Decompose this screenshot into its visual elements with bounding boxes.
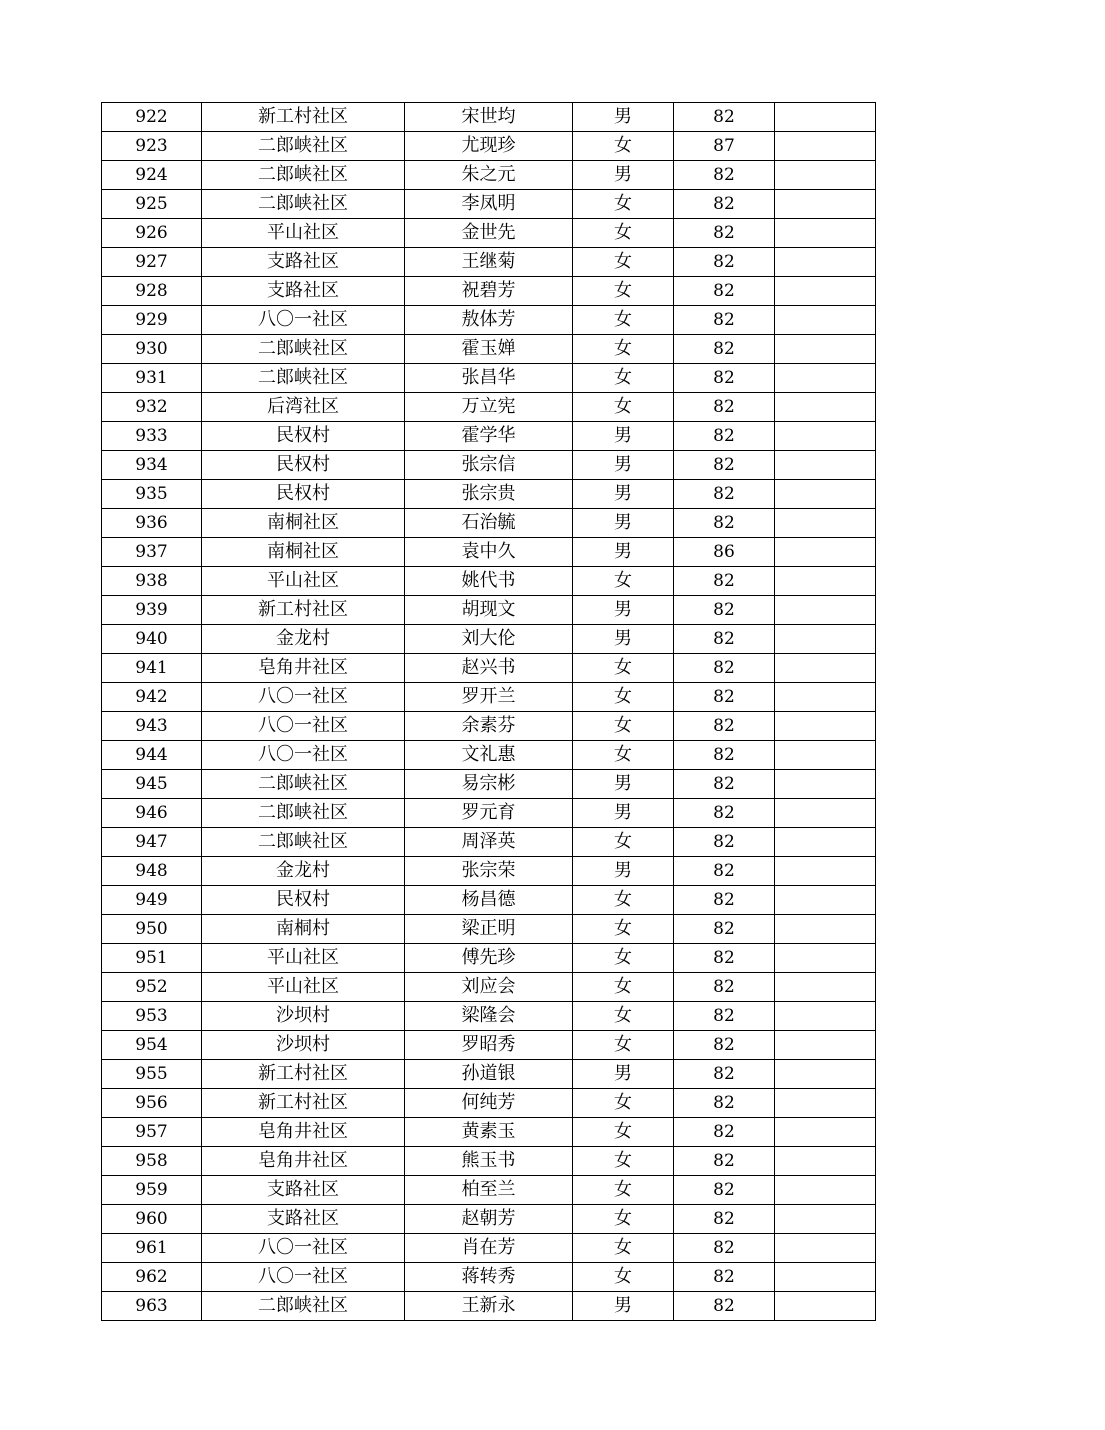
remark-cell bbox=[775, 944, 876, 973]
community-cell: 南桐村 bbox=[202, 915, 405, 944]
gender-cell: 女 bbox=[573, 567, 674, 596]
row-number-cell: 950 bbox=[102, 915, 202, 944]
community-cell: 二郎峡社区 bbox=[202, 364, 405, 393]
community-cell: 沙坝村 bbox=[202, 1031, 405, 1060]
name-cell: 何纯芳 bbox=[405, 1089, 573, 1118]
remark-cell bbox=[775, 1031, 876, 1060]
row-number-cell: 939 bbox=[102, 596, 202, 625]
community-cell: 后湾社区 bbox=[202, 393, 405, 422]
row-number-cell: 926 bbox=[102, 219, 202, 248]
remark-cell bbox=[775, 625, 876, 654]
row-number-cell: 949 bbox=[102, 886, 202, 915]
name-cell: 熊玉书 bbox=[405, 1147, 573, 1176]
gender-cell: 女 bbox=[573, 248, 674, 277]
remark-cell bbox=[775, 364, 876, 393]
community-cell: 二郎峡社区 bbox=[202, 190, 405, 219]
table-row bbox=[102, 1060, 876, 1089]
gender-cell: 男 bbox=[573, 596, 674, 625]
age-cell: 82 bbox=[674, 1263, 775, 1292]
name-cell: 王新永 bbox=[405, 1292, 573, 1321]
remark-cell bbox=[775, 1292, 876, 1321]
name-cell: 孙道银 bbox=[405, 1060, 573, 1089]
gender-cell: 女 bbox=[573, 915, 674, 944]
age-cell: 82 bbox=[674, 364, 775, 393]
name-cell: 罗开兰 bbox=[405, 683, 573, 712]
age-cell: 82 bbox=[674, 1089, 775, 1118]
table-row bbox=[102, 509, 876, 538]
row-number-cell: 952 bbox=[102, 973, 202, 1002]
row-number-cell: 951 bbox=[102, 944, 202, 973]
community-cell: 新工村社区 bbox=[202, 1089, 405, 1118]
community-cell: 皂角井社区 bbox=[202, 654, 405, 683]
gender-cell: 女 bbox=[573, 190, 674, 219]
row-number-cell: 954 bbox=[102, 1031, 202, 1060]
remark-cell bbox=[775, 248, 876, 277]
age-cell: 82 bbox=[674, 161, 775, 190]
remark-cell bbox=[775, 712, 876, 741]
age-cell: 82 bbox=[674, 248, 775, 277]
name-cell: 张宗荣 bbox=[405, 857, 573, 886]
table-row bbox=[102, 944, 876, 973]
row-number-cell: 934 bbox=[102, 451, 202, 480]
remark-cell bbox=[775, 1234, 876, 1263]
gender-cell: 女 bbox=[573, 393, 674, 422]
table-row bbox=[102, 654, 876, 683]
row-number-cell: 943 bbox=[102, 712, 202, 741]
table-row bbox=[102, 1002, 876, 1031]
remark-cell bbox=[775, 1060, 876, 1089]
community-cell: 二郎峡社区 bbox=[202, 335, 405, 364]
age-cell: 82 bbox=[674, 828, 775, 857]
remark-cell bbox=[775, 1118, 876, 1147]
name-cell: 易宗彬 bbox=[405, 770, 573, 799]
name-cell: 梁隆会 bbox=[405, 1002, 573, 1031]
name-cell: 尤现珍 bbox=[405, 132, 573, 161]
row-number-cell: 932 bbox=[102, 393, 202, 422]
gender-cell: 女 bbox=[573, 1205, 674, 1234]
age-cell: 82 bbox=[674, 1147, 775, 1176]
community-cell: 支路社区 bbox=[202, 1176, 405, 1205]
gender-cell: 男 bbox=[573, 857, 674, 886]
community-cell: 新工村社区 bbox=[202, 103, 405, 132]
community-cell: 皂角井社区 bbox=[202, 1118, 405, 1147]
community-cell: 金龙村 bbox=[202, 857, 405, 886]
name-cell: 刘应会 bbox=[405, 973, 573, 1002]
table-row bbox=[102, 1263, 876, 1292]
table-row bbox=[102, 1176, 876, 1205]
gender-cell: 女 bbox=[573, 335, 674, 364]
age-cell: 82 bbox=[674, 857, 775, 886]
table-row bbox=[102, 480, 876, 509]
age-cell: 82 bbox=[674, 770, 775, 799]
table-row bbox=[102, 277, 876, 306]
table-row bbox=[102, 625, 876, 654]
table-row bbox=[102, 1147, 876, 1176]
name-cell: 张宗信 bbox=[405, 451, 573, 480]
name-cell: 姚代书 bbox=[405, 567, 573, 596]
table-row bbox=[102, 1205, 876, 1234]
row-number-cell: 935 bbox=[102, 480, 202, 509]
gender-cell: 女 bbox=[573, 1031, 674, 1060]
community-cell: 二郎峡社区 bbox=[202, 1292, 405, 1321]
table-row bbox=[102, 712, 876, 741]
row-number-cell: 945 bbox=[102, 770, 202, 799]
age-cell: 82 bbox=[674, 625, 775, 654]
age-cell: 82 bbox=[674, 741, 775, 770]
row-number-cell: 936 bbox=[102, 509, 202, 538]
community-cell: 平山社区 bbox=[202, 567, 405, 596]
remark-cell bbox=[775, 857, 876, 886]
row-number-cell: 930 bbox=[102, 335, 202, 364]
table-row bbox=[102, 596, 876, 625]
table-row bbox=[102, 219, 876, 248]
age-cell: 87 bbox=[674, 132, 775, 161]
row-number-cell: 942 bbox=[102, 683, 202, 712]
remark-cell bbox=[775, 480, 876, 509]
community-cell: 支路社区 bbox=[202, 1205, 405, 1234]
age-cell: 82 bbox=[674, 915, 775, 944]
remark-cell bbox=[775, 915, 876, 944]
row-number-cell: 962 bbox=[102, 1263, 202, 1292]
remark-cell bbox=[775, 741, 876, 770]
row-number-cell: 922 bbox=[102, 103, 202, 132]
table-row bbox=[102, 538, 876, 567]
name-cell: 傅先珍 bbox=[405, 944, 573, 973]
gender-cell: 女 bbox=[573, 132, 674, 161]
remark-cell bbox=[775, 770, 876, 799]
table-row bbox=[102, 915, 876, 944]
name-cell: 金世先 bbox=[405, 219, 573, 248]
table-row bbox=[102, 828, 876, 857]
age-cell: 82 bbox=[674, 1176, 775, 1205]
name-cell: 石治毓 bbox=[405, 509, 573, 538]
name-cell: 万立宪 bbox=[405, 393, 573, 422]
remark-cell bbox=[775, 277, 876, 306]
remark-cell bbox=[775, 103, 876, 132]
remark-cell bbox=[775, 451, 876, 480]
remark-cell bbox=[775, 1147, 876, 1176]
row-number-cell: 946 bbox=[102, 799, 202, 828]
community-cell: 平山社区 bbox=[202, 973, 405, 1002]
row-number-cell: 953 bbox=[102, 1002, 202, 1031]
remark-cell bbox=[775, 509, 876, 538]
remark-cell bbox=[775, 654, 876, 683]
community-cell: 支路社区 bbox=[202, 248, 405, 277]
age-cell: 82 bbox=[674, 1031, 775, 1060]
table-row bbox=[102, 1089, 876, 1118]
row-number-cell: 937 bbox=[102, 538, 202, 567]
community-cell: 二郎峡社区 bbox=[202, 770, 405, 799]
table-row bbox=[102, 1118, 876, 1147]
remark-cell bbox=[775, 538, 876, 567]
row-number-cell: 963 bbox=[102, 1292, 202, 1321]
row-number-cell: 956 bbox=[102, 1089, 202, 1118]
row-number-cell: 933 bbox=[102, 422, 202, 451]
remark-cell bbox=[775, 393, 876, 422]
roster-table bbox=[101, 102, 876, 1321]
community-cell: 金龙村 bbox=[202, 625, 405, 654]
community-cell: 二郎峡社区 bbox=[202, 132, 405, 161]
gender-cell: 女 bbox=[573, 219, 674, 248]
age-cell: 82 bbox=[674, 654, 775, 683]
gender-cell: 男 bbox=[573, 422, 674, 451]
gender-cell: 男 bbox=[573, 625, 674, 654]
remark-cell bbox=[775, 799, 876, 828]
age-cell: 82 bbox=[674, 683, 775, 712]
name-cell: 宋世均 bbox=[405, 103, 573, 132]
name-cell: 肖在芳 bbox=[405, 1234, 573, 1263]
gender-cell: 男 bbox=[573, 161, 674, 190]
remark-cell bbox=[775, 973, 876, 1002]
gender-cell: 男 bbox=[573, 538, 674, 567]
row-number-cell: 957 bbox=[102, 1118, 202, 1147]
table-row bbox=[102, 103, 876, 132]
gender-cell: 男 bbox=[573, 799, 674, 828]
community-cell: 八〇一社区 bbox=[202, 1263, 405, 1292]
community-cell: 八〇一社区 bbox=[202, 741, 405, 770]
gender-cell: 男 bbox=[573, 770, 674, 799]
row-number-cell: 923 bbox=[102, 132, 202, 161]
age-cell: 82 bbox=[674, 335, 775, 364]
table-row bbox=[102, 857, 876, 886]
age-cell: 82 bbox=[674, 973, 775, 1002]
table-row bbox=[102, 799, 876, 828]
community-cell: 南桐社区 bbox=[202, 538, 405, 567]
row-number-cell: 958 bbox=[102, 1147, 202, 1176]
table-row bbox=[102, 1234, 876, 1263]
gender-cell: 男 bbox=[573, 480, 674, 509]
name-cell: 余素芬 bbox=[405, 712, 573, 741]
name-cell: 袁中久 bbox=[405, 538, 573, 567]
name-cell: 杨昌德 bbox=[405, 886, 573, 915]
community-cell: 平山社区 bbox=[202, 944, 405, 973]
age-cell: 82 bbox=[674, 190, 775, 219]
name-cell: 罗元育 bbox=[405, 799, 573, 828]
gender-cell: 女 bbox=[573, 1147, 674, 1176]
gender-cell: 女 bbox=[573, 277, 674, 306]
remark-cell bbox=[775, 132, 876, 161]
remark-cell bbox=[775, 1176, 876, 1205]
age-cell: 82 bbox=[674, 451, 775, 480]
table-row bbox=[102, 190, 876, 219]
community-cell: 二郎峡社区 bbox=[202, 799, 405, 828]
remark-cell bbox=[775, 1205, 876, 1234]
table-row bbox=[102, 567, 876, 596]
name-cell: 蒋转秀 bbox=[405, 1263, 573, 1292]
gender-cell: 女 bbox=[573, 1002, 674, 1031]
remark-cell bbox=[775, 886, 876, 915]
table-row bbox=[102, 1292, 876, 1321]
name-cell: 王继菊 bbox=[405, 248, 573, 277]
row-number-cell: 960 bbox=[102, 1205, 202, 1234]
age-cell: 82 bbox=[674, 306, 775, 335]
remark-cell bbox=[775, 828, 876, 857]
table-row bbox=[102, 886, 876, 915]
gender-cell: 女 bbox=[573, 306, 674, 335]
age-cell: 82 bbox=[674, 1060, 775, 1089]
name-cell: 张昌华 bbox=[405, 364, 573, 393]
row-number-cell: 955 bbox=[102, 1060, 202, 1089]
community-cell: 皂角井社区 bbox=[202, 1147, 405, 1176]
remark-cell bbox=[775, 335, 876, 364]
remark-cell bbox=[775, 190, 876, 219]
name-cell: 刘大伦 bbox=[405, 625, 573, 654]
table-row bbox=[102, 741, 876, 770]
age-cell: 82 bbox=[674, 1002, 775, 1031]
age-cell: 82 bbox=[674, 886, 775, 915]
community-cell: 南桐社区 bbox=[202, 509, 405, 538]
name-cell: 柏至兰 bbox=[405, 1176, 573, 1205]
gender-cell: 男 bbox=[573, 1292, 674, 1321]
gender-cell: 女 bbox=[573, 973, 674, 1002]
remark-cell bbox=[775, 567, 876, 596]
table-row bbox=[102, 770, 876, 799]
remark-cell bbox=[775, 1263, 876, 1292]
row-number-cell: 925 bbox=[102, 190, 202, 219]
community-cell: 沙坝村 bbox=[202, 1002, 405, 1031]
age-cell: 82 bbox=[674, 596, 775, 625]
community-cell: 民权村 bbox=[202, 451, 405, 480]
row-number-cell: 929 bbox=[102, 306, 202, 335]
gender-cell: 女 bbox=[573, 886, 674, 915]
remark-cell bbox=[775, 1089, 876, 1118]
row-number-cell: 940 bbox=[102, 625, 202, 654]
community-cell: 新工村社区 bbox=[202, 1060, 405, 1089]
name-cell: 梁正明 bbox=[405, 915, 573, 944]
table-row bbox=[102, 1031, 876, 1060]
remark-cell bbox=[775, 683, 876, 712]
community-cell: 八〇一社区 bbox=[202, 1234, 405, 1263]
name-cell: 文礼惠 bbox=[405, 741, 573, 770]
name-cell: 朱之元 bbox=[405, 161, 573, 190]
gender-cell: 男 bbox=[573, 451, 674, 480]
row-number-cell: 938 bbox=[102, 567, 202, 596]
age-cell: 82 bbox=[674, 799, 775, 828]
table-row bbox=[102, 306, 876, 335]
table-row bbox=[102, 451, 876, 480]
gender-cell: 男 bbox=[573, 509, 674, 538]
table-row bbox=[102, 248, 876, 277]
age-cell: 82 bbox=[674, 1205, 775, 1234]
row-number-cell: 928 bbox=[102, 277, 202, 306]
name-cell: 李凤明 bbox=[405, 190, 573, 219]
name-cell: 赵朝芳 bbox=[405, 1205, 573, 1234]
table-row bbox=[102, 161, 876, 190]
name-cell: 黄素玉 bbox=[405, 1118, 573, 1147]
gender-cell: 女 bbox=[573, 364, 674, 393]
community-cell: 民权村 bbox=[202, 480, 405, 509]
gender-cell: 女 bbox=[573, 1263, 674, 1292]
row-number-cell: 959 bbox=[102, 1176, 202, 1205]
name-cell: 周泽英 bbox=[405, 828, 573, 857]
row-number-cell: 941 bbox=[102, 654, 202, 683]
table-row bbox=[102, 683, 876, 712]
row-number-cell: 927 bbox=[102, 248, 202, 277]
community-cell: 二郎峡社区 bbox=[202, 828, 405, 857]
row-number-cell: 947 bbox=[102, 828, 202, 857]
gender-cell: 女 bbox=[573, 741, 674, 770]
row-number-cell: 961 bbox=[102, 1234, 202, 1263]
name-cell: 敖体芳 bbox=[405, 306, 573, 335]
gender-cell: 女 bbox=[573, 1089, 674, 1118]
community-cell: 八〇一社区 bbox=[202, 306, 405, 335]
table-row bbox=[102, 973, 876, 1002]
age-cell: 82 bbox=[674, 277, 775, 306]
roster-table-body bbox=[102, 103, 876, 1321]
gender-cell: 女 bbox=[573, 683, 674, 712]
gender-cell: 女 bbox=[573, 944, 674, 973]
name-cell: 霍玉婵 bbox=[405, 335, 573, 364]
age-cell: 82 bbox=[674, 712, 775, 741]
community-cell: 支路社区 bbox=[202, 277, 405, 306]
age-cell: 82 bbox=[674, 393, 775, 422]
gender-cell: 女 bbox=[573, 1118, 674, 1147]
table-row bbox=[102, 422, 876, 451]
remark-cell bbox=[775, 1002, 876, 1031]
age-cell: 82 bbox=[674, 1292, 775, 1321]
name-cell: 祝碧芳 bbox=[405, 277, 573, 306]
age-cell: 82 bbox=[674, 1234, 775, 1263]
name-cell: 罗昭秀 bbox=[405, 1031, 573, 1060]
name-cell: 赵兴书 bbox=[405, 654, 573, 683]
table-row bbox=[102, 132, 876, 161]
age-cell: 82 bbox=[674, 422, 775, 451]
gender-cell: 女 bbox=[573, 828, 674, 857]
age-cell: 82 bbox=[674, 509, 775, 538]
community-cell: 平山社区 bbox=[202, 219, 405, 248]
row-number-cell: 948 bbox=[102, 857, 202, 886]
gender-cell: 男 bbox=[573, 103, 674, 132]
remark-cell bbox=[775, 161, 876, 190]
community-cell: 民权村 bbox=[202, 886, 405, 915]
age-cell: 82 bbox=[674, 103, 775, 132]
age-cell: 82 bbox=[674, 1118, 775, 1147]
age-cell: 82 bbox=[674, 480, 775, 509]
age-cell: 86 bbox=[674, 538, 775, 567]
table-row bbox=[102, 364, 876, 393]
gender-cell: 男 bbox=[573, 1060, 674, 1089]
community-cell: 八〇一社区 bbox=[202, 683, 405, 712]
name-cell: 霍学华 bbox=[405, 422, 573, 451]
community-cell: 民权村 bbox=[202, 422, 405, 451]
table-row bbox=[102, 335, 876, 364]
remark-cell bbox=[775, 219, 876, 248]
row-number-cell: 944 bbox=[102, 741, 202, 770]
gender-cell: 女 bbox=[573, 1176, 674, 1205]
community-cell: 八〇一社区 bbox=[202, 712, 405, 741]
age-cell: 82 bbox=[674, 219, 775, 248]
table-row bbox=[102, 393, 876, 422]
name-cell: 张宗贵 bbox=[405, 480, 573, 509]
row-number-cell: 924 bbox=[102, 161, 202, 190]
age-cell: 82 bbox=[674, 567, 775, 596]
gender-cell: 女 bbox=[573, 712, 674, 741]
remark-cell bbox=[775, 422, 876, 451]
gender-cell: 女 bbox=[573, 654, 674, 683]
community-cell: 新工村社区 bbox=[202, 596, 405, 625]
community-cell: 二郎峡社区 bbox=[202, 161, 405, 190]
remark-cell bbox=[775, 596, 876, 625]
name-cell: 胡现文 bbox=[405, 596, 573, 625]
gender-cell: 女 bbox=[573, 1234, 674, 1263]
remark-cell bbox=[775, 306, 876, 335]
row-number-cell: 931 bbox=[102, 364, 202, 393]
age-cell: 82 bbox=[674, 944, 775, 973]
